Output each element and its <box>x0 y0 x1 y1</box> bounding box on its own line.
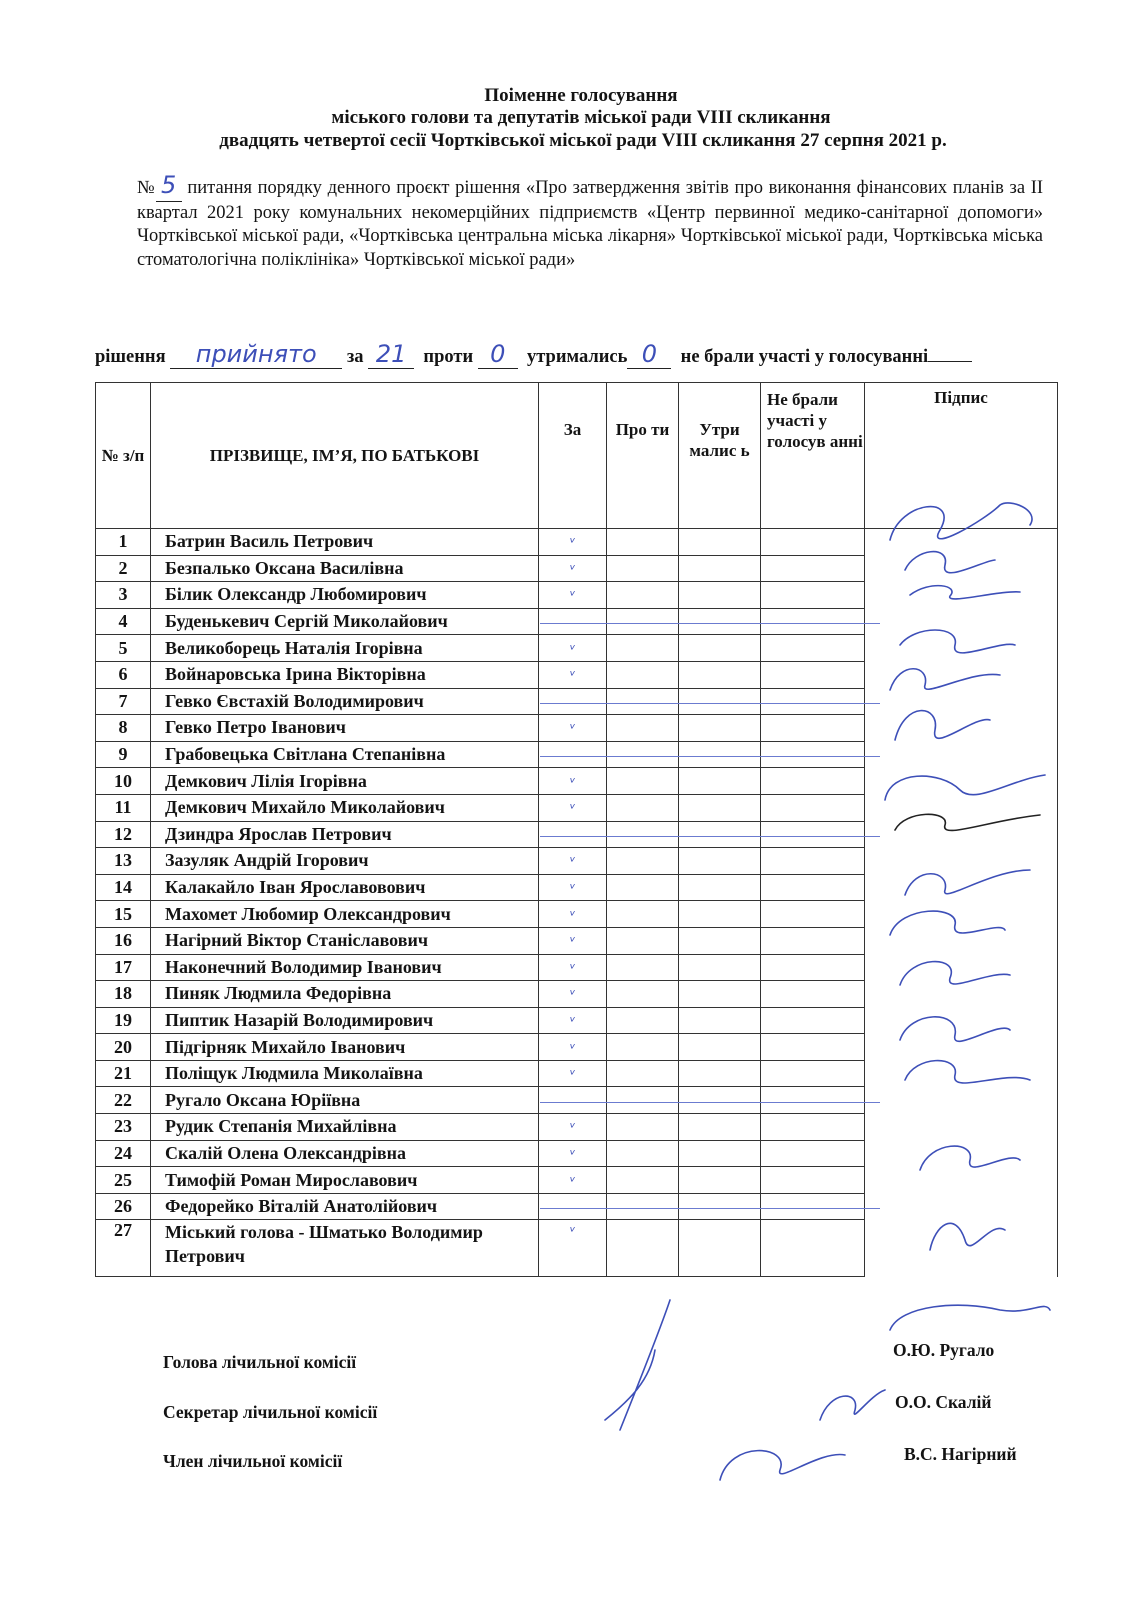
row-number: 24 <box>96 1140 151 1167</box>
row-signature-cell <box>865 529 1058 556</box>
row-number: 3 <box>96 582 151 609</box>
row-proty-cell <box>607 848 679 875</box>
item-number-prefix: № <box>137 178 156 198</box>
row-number: 2 <box>96 555 151 582</box>
row-za-mark <box>539 1140 607 1167</box>
row-za-mark <box>539 1034 607 1061</box>
footer-signature-chair-2 <box>890 1305 1050 1330</box>
row-signature-cell <box>865 608 1058 635</box>
row-nebraly-cell <box>761 794 865 821</box>
row-nebraly-cell <box>761 1140 865 1167</box>
document-title: Поіменне голосування <box>484 85 678 106</box>
table-row <box>96 715 1058 742</box>
row-proty-cell <box>607 661 679 688</box>
row-name: Гевко Євстахій Володимирович <box>151 688 539 715</box>
za-checkmark: ᵛ <box>569 1146 576 1163</box>
row-signature-cell <box>865 1007 1058 1034</box>
row-utrym-cell <box>679 1034 761 1061</box>
row-nebraly-cell <box>761 821 865 848</box>
row-name: Рудик Степанія Михайлівна <box>151 1114 539 1141</box>
row-proty-cell <box>607 1114 679 1141</box>
row-name: Безпалько Оксана Василівна <box>151 555 539 582</box>
row-signature-cell <box>865 1193 1058 1220</box>
table-header-row <box>96 383 1058 529</box>
row-signature-cell <box>865 555 1058 582</box>
row-proty-cell <box>607 1193 679 1220</box>
row-utrym-cell <box>679 741 761 768</box>
row-number: 5 <box>96 635 151 662</box>
footer-signature-member <box>720 1451 845 1480</box>
za-checkmark: ᵛ <box>569 1120 576 1137</box>
row-utrym-cell <box>679 1114 761 1141</box>
row-name: Буденькевич Сергій Миколайович <box>151 608 539 635</box>
row-proty-cell <box>607 768 679 795</box>
row-name: Міський голова - Шматько Володимир Петрович <box>151 1220 539 1277</box>
row-signature-cell <box>865 635 1058 662</box>
row-utrym-cell <box>679 927 761 954</box>
row-utrym-cell <box>679 901 761 928</box>
row-nebraly-cell <box>761 582 865 609</box>
utrymalys-label: утримались <box>526 347 628 367</box>
row-nebraly-cell <box>761 768 865 795</box>
row-za-mark <box>539 1193 607 1220</box>
row-utrym-cell <box>679 768 761 795</box>
nebraly-blank <box>928 361 972 362</box>
chair-label: Голова лічильної комісії <box>163 1352 357 1372</box>
table-row <box>96 741 1058 768</box>
row-za-mark <box>539 954 607 981</box>
za-checkmark: ᵛ <box>569 1040 576 1057</box>
table-row <box>96 1220 1058 1277</box>
row-signature-cell <box>865 874 1058 901</box>
row-utrym-cell <box>679 1007 761 1034</box>
za-blank <box>368 340 414 369</box>
row-proty-cell <box>607 927 679 954</box>
row-signature-cell <box>865 1087 1058 1114</box>
row-proty-cell <box>607 1167 679 1194</box>
row-utrym-cell <box>679 635 761 662</box>
session-line: двадцять четвертої сесії Чортківської міської ради VIII скликання 27 серпня 2021 р. <box>219 130 947 151</box>
col-header-nebraly: Не брали участі у голосув анні <box>761 383 865 529</box>
row-nebraly-cell <box>761 635 865 662</box>
table-row <box>96 901 1058 928</box>
row-za-mark <box>539 582 607 609</box>
member-name: В.С. Нагірний <box>904 1444 1017 1464</box>
row-signature-cell <box>865 981 1058 1008</box>
row-proty-cell <box>607 555 679 582</box>
row-number: 15 <box>96 901 151 928</box>
decision-result-handwritten: прийнято <box>195 340 317 368</box>
row-nebraly-cell <box>761 901 865 928</box>
row-proty-cell <box>607 688 679 715</box>
footer-signature-chair <box>605 1300 670 1430</box>
row-number: 17 <box>96 954 151 981</box>
row-nebraly-cell <box>761 1087 865 1114</box>
row-za-mark <box>539 661 607 688</box>
row-za-mark <box>539 608 607 635</box>
table-row <box>96 874 1058 901</box>
za-checkmark: ᵛ <box>569 721 576 738</box>
row-name: Демкович Михайло Миколайович <box>151 794 539 821</box>
row-name: Махомет Любомир Олександрович <box>151 901 539 928</box>
utrymalys-value: 0 <box>641 340 658 368</box>
row-proty-cell <box>607 529 679 556</box>
row-name: Нагірний Віктор Станіславович <box>151 927 539 954</box>
row-signature-cell <box>865 661 1058 688</box>
row-proty-cell <box>607 981 679 1008</box>
row-proty-cell <box>607 901 679 928</box>
row-nebraly-cell <box>761 1007 865 1034</box>
row-number: 23 <box>96 1114 151 1141</box>
row-number: 18 <box>96 981 151 1008</box>
row-signature-cell <box>865 901 1058 928</box>
row-name: Батрин Василь Петрович <box>151 529 539 556</box>
row-number: 10 <box>96 768 151 795</box>
row-number: 7 <box>96 688 151 715</box>
row-proty-cell <box>607 1140 679 1167</box>
row-utrym-cell <box>679 1060 761 1087</box>
row-name: Зазуляк Андрій Ігорович <box>151 848 539 875</box>
row-number: 1 <box>96 529 151 556</box>
row-utrym-cell <box>679 821 761 848</box>
row-za-mark <box>539 1060 607 1087</box>
table-row <box>96 794 1058 821</box>
row-za-mark <box>539 927 607 954</box>
row-za-mark <box>539 768 607 795</box>
row-strike-line <box>540 703 880 704</box>
row-utrym-cell <box>679 688 761 715</box>
row-number: 21 <box>96 1060 151 1087</box>
row-utrym-cell <box>679 954 761 981</box>
row-name: Пиняк Людмила Федорівна <box>151 981 539 1008</box>
row-proty-cell <box>607 1007 679 1034</box>
table-row <box>96 582 1058 609</box>
row-utrym-cell <box>679 1220 761 1277</box>
agenda-item-text: питання порядку денного проєкт рішення «Про затвердження звітів про виконання фінансових планів за ІІ квартал 2021 року комунальних некомерційних підприємств «Центр первинної медико-санітарної допомоги» Чортківської міської ради, «Чортківська центральна міська лікарня» Чортківської міської ради, Чортківська міська стоматологічна поліклініка» Чортківської міської ради» <box>137 178 1044 270</box>
table-row <box>96 927 1058 954</box>
za-checkmark: ᵛ <box>569 987 576 1004</box>
table-row <box>96 768 1058 795</box>
za-checkmark: ᵛ <box>569 535 576 552</box>
table-row <box>96 1087 1058 1114</box>
row-za-mark <box>539 1220 607 1277</box>
za-checkmark: ᵛ <box>569 1067 576 1084</box>
row-nebraly-cell <box>761 1193 865 1220</box>
row-nebraly-cell <box>761 1114 865 1141</box>
table-row <box>96 1167 1058 1194</box>
row-utrym-cell <box>679 1140 761 1167</box>
proty-value: 0 <box>490 340 506 368</box>
table-row <box>96 1114 1058 1141</box>
za-checkmark: ᵛ <box>569 561 576 578</box>
table-row <box>96 1140 1058 1167</box>
row-utrym-cell <box>679 582 761 609</box>
row-signature-cell <box>865 1167 1058 1194</box>
col-header-utrym: Утри малис ь <box>679 383 761 529</box>
row-number: 6 <box>96 661 151 688</box>
table-row <box>96 608 1058 635</box>
row-za-mark <box>539 555 607 582</box>
row-nebraly-cell <box>761 981 865 1008</box>
row-za-mark <box>539 821 607 848</box>
row-number: 13 <box>96 848 151 875</box>
row-signature-cell <box>865 794 1058 821</box>
row-nebraly-cell <box>761 1060 865 1087</box>
row-strike-line <box>540 1208 880 1209</box>
za-checkmark: ᵛ <box>569 1224 576 1241</box>
col-header-name: ПРІЗВИЩЕ, ІМ’Я, ПО БАТЬКОВІ <box>151 383 539 529</box>
row-strike-line <box>540 623 880 624</box>
chair-name: О.Ю. Ругало <box>893 1340 995 1360</box>
za-checkmark: ᵛ <box>569 1173 576 1190</box>
row-proty-cell <box>607 954 679 981</box>
za-checkmark: ᵛ <box>569 934 576 951</box>
row-number: 4 <box>96 608 151 635</box>
row-name: Калакайло Іван Ярославовович <box>151 874 539 901</box>
row-number: 22 <box>96 1087 151 1114</box>
row-nebraly-cell <box>761 927 865 954</box>
row-number: 20 <box>96 1034 151 1061</box>
table-body <box>96 529 1058 1277</box>
row-name: Гевко Петро Іванович <box>151 715 539 742</box>
row-number: 27 <box>96 1220 151 1277</box>
row-signature-cell <box>865 821 1058 848</box>
col-header-proty: Про ти <box>607 383 679 529</box>
za-checkmark: ᵛ <box>569 1013 576 1030</box>
row-name: Тимофій Роман Мирославович <box>151 1167 539 1194</box>
za-checkmark: ᵛ <box>569 907 576 924</box>
row-number: 11 <box>96 794 151 821</box>
table-row <box>96 848 1058 875</box>
row-proty-cell <box>607 821 679 848</box>
row-nebraly-cell <box>761 874 865 901</box>
decision-label: рішення <box>95 347 166 367</box>
row-nebraly-cell <box>761 848 865 875</box>
row-signature-cell <box>865 715 1058 742</box>
row-utrym-cell <box>679 874 761 901</box>
row-signature-cell <box>865 768 1058 795</box>
row-nebraly-cell <box>761 1167 865 1194</box>
row-name: Грабовецька Світлана Степанівна <box>151 741 539 768</box>
row-name: Демкович Лілія Ігорівна <box>151 768 539 795</box>
row-za-mark <box>539 1087 607 1114</box>
za-checkmark: ᵛ <box>569 588 576 605</box>
row-za-mark <box>539 901 607 928</box>
row-za-mark <box>539 529 607 556</box>
row-proty-cell <box>607 635 679 662</box>
row-nebraly-cell <box>761 954 865 981</box>
agenda-item <box>137 171 1044 272</box>
secretary-label: Секретар лічильної комісії <box>163 1402 378 1422</box>
row-number: 16 <box>96 927 151 954</box>
row-name: Федорейко Віталій Анатолійович <box>151 1193 539 1220</box>
table-row <box>96 954 1058 981</box>
row-utrym-cell <box>679 661 761 688</box>
row-nebraly-cell <box>761 661 865 688</box>
za-value: 21 <box>375 340 407 368</box>
decision-line <box>95 340 1055 369</box>
row-number: 8 <box>96 715 151 742</box>
row-proty-cell <box>607 1087 679 1114</box>
row-signature-cell <box>865 848 1058 875</box>
row-name: Ругало Оксана Юріївна <box>151 1087 539 1114</box>
row-za-mark <box>539 874 607 901</box>
row-za-mark <box>539 715 607 742</box>
table-row <box>96 529 1058 556</box>
proty-blank <box>478 340 518 369</box>
item-number-blank <box>156 171 182 202</box>
table-row <box>96 1007 1058 1034</box>
za-checkmark: ᵛ <box>569 774 576 791</box>
col-header-num: № з/п <box>96 383 151 529</box>
row-za-mark <box>539 848 607 875</box>
row-utrym-cell <box>679 1193 761 1220</box>
row-proty-cell <box>607 874 679 901</box>
decision-result-blank <box>170 340 342 369</box>
nebraly-label: не брали участі у голосуванні <box>680 347 929 367</box>
row-utrym-cell <box>679 848 761 875</box>
row-name: Скалій Олена Олександрівна <box>151 1140 539 1167</box>
row-proty-cell <box>607 741 679 768</box>
row-utrym-cell <box>679 608 761 635</box>
row-nebraly-cell <box>761 529 865 556</box>
row-number: 9 <box>96 741 151 768</box>
row-nebraly-cell <box>761 741 865 768</box>
row-signature-cell <box>865 954 1058 981</box>
row-strike-line <box>540 836 880 837</box>
row-za-mark <box>539 794 607 821</box>
member-label: Член лічильної комісії <box>163 1451 343 1471</box>
za-checkmark: ᵛ <box>569 854 576 871</box>
za-checkmark: ᵛ <box>569 641 576 658</box>
row-utrym-cell <box>679 529 761 556</box>
za-checkmark: ᵛ <box>569 801 576 818</box>
row-strike-line <box>540 1102 880 1103</box>
row-name: Поліщук Людмила Миколаївна <box>151 1060 539 1087</box>
row-number: 12 <box>96 821 151 848</box>
row-name: Пиптик Назарій Володимирович <box>151 1007 539 1034</box>
row-signature-cell <box>865 688 1058 715</box>
row-name: Великоборець Наталія Ігорівна <box>151 635 539 662</box>
row-proty-cell <box>607 715 679 742</box>
proty-label: проти <box>423 347 474 367</box>
secretary-name: О.О. Скалій <box>895 1392 992 1412</box>
row-name: Підгірняк Михайло Іванович <box>151 1034 539 1061</box>
za-label: за <box>346 347 364 367</box>
za-checkmark: ᵛ <box>569 668 576 685</box>
voting-table <box>95 382 1058 1277</box>
table-row <box>96 1034 1058 1061</box>
za-checkmark: ᵛ <box>569 960 576 977</box>
row-signature-cell <box>865 1060 1058 1087</box>
table-row <box>96 821 1058 848</box>
row-name: Дзиндра Ярослав Петрович <box>151 821 539 848</box>
row-signature-cell <box>865 741 1058 768</box>
row-proty-cell <box>607 794 679 821</box>
table-row <box>96 981 1058 1008</box>
row-nebraly-cell <box>761 715 865 742</box>
row-za-mark <box>539 981 607 1008</box>
row-number: 26 <box>96 1193 151 1220</box>
row-nebraly-cell <box>761 1034 865 1061</box>
za-checkmark: ᵛ <box>569 881 576 898</box>
row-number: 25 <box>96 1167 151 1194</box>
row-signature-cell <box>865 927 1058 954</box>
row-utrym-cell <box>679 1167 761 1194</box>
row-utrym-cell <box>679 981 761 1008</box>
row-nebraly-cell <box>761 1220 865 1277</box>
row-nebraly-cell <box>761 608 865 635</box>
row-utrym-cell <box>679 715 761 742</box>
row-za-mark <box>539 635 607 662</box>
utrymalys-blank <box>627 340 671 369</box>
row-nebraly-cell <box>761 688 865 715</box>
row-za-mark <box>539 1007 607 1034</box>
row-za-mark <box>539 1167 607 1194</box>
table-row <box>96 635 1058 662</box>
row-proty-cell <box>607 1034 679 1061</box>
row-nebraly-cell <box>761 555 865 582</box>
item-number-handwritten: 5 <box>161 171 177 199</box>
table-row <box>96 661 1058 688</box>
row-proty-cell <box>607 608 679 635</box>
table-row <box>96 555 1058 582</box>
row-number: 14 <box>96 874 151 901</box>
row-signature-cell <box>865 582 1058 609</box>
row-proty-cell <box>607 1220 679 1277</box>
row-strike-line <box>540 756 880 757</box>
row-za-mark <box>539 1114 607 1141</box>
row-za-mark <box>539 688 607 715</box>
table-row <box>96 1193 1058 1220</box>
document-subtitle: міського голови та депутатів міської ради VIII скликання <box>331 107 831 128</box>
row-name: Войнаровська Ірина Вікторівна <box>151 661 539 688</box>
row-name: Білик Олександр Любомирович <box>151 582 539 609</box>
col-header-za: За <box>539 383 607 529</box>
row-utrym-cell <box>679 794 761 821</box>
row-number: 19 <box>96 1007 151 1034</box>
col-header-signature: Підпис <box>865 383 1058 529</box>
row-signature-cell <box>865 1034 1058 1061</box>
table-row <box>96 1060 1058 1087</box>
row-name: Наконечний Володимир Іванович <box>151 954 539 981</box>
row-proty-cell <box>607 1060 679 1087</box>
row-signature-cell <box>865 1114 1058 1141</box>
row-signature-cell <box>865 1220 1058 1277</box>
row-proty-cell <box>607 582 679 609</box>
row-za-mark <box>539 741 607 768</box>
row-signature-cell <box>865 1140 1058 1167</box>
footer-signature-secretary <box>820 1390 885 1420</box>
table-row <box>96 688 1058 715</box>
row-utrym-cell <box>679 555 761 582</box>
row-utrym-cell <box>679 1087 761 1114</box>
